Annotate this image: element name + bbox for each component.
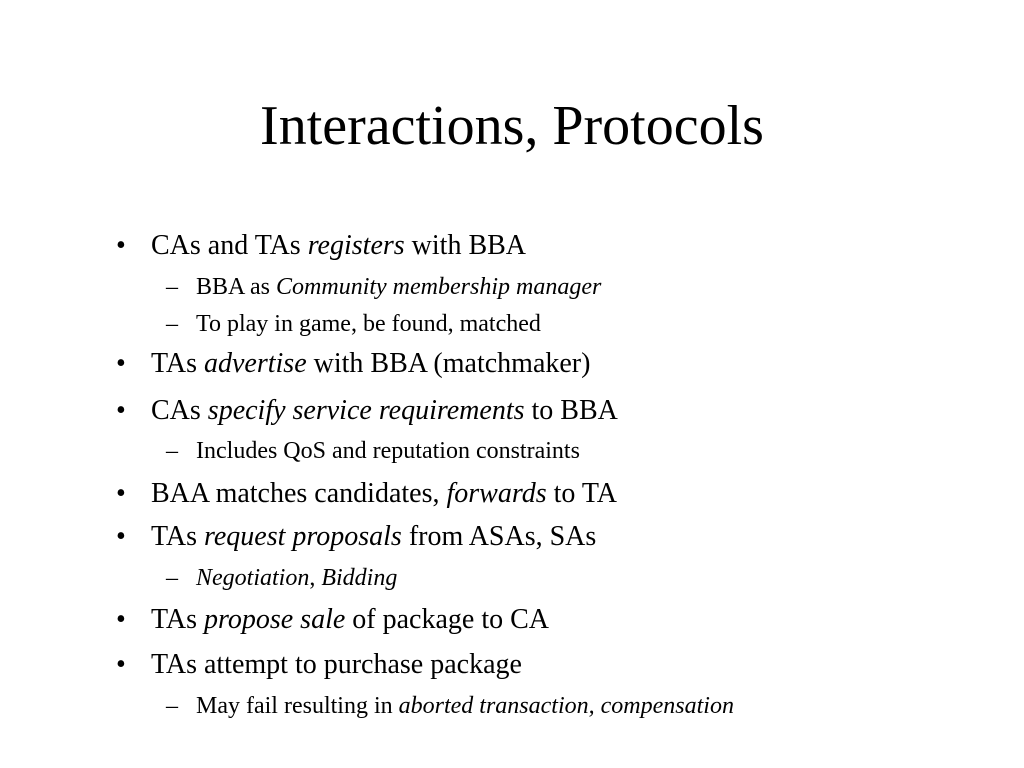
bullet-item xyxy=(116,232,526,260)
bullet-marker: • xyxy=(116,395,126,426)
bullet-text: CAs xyxy=(151,395,208,426)
bullet-text: with BBA (matchmaker) xyxy=(306,348,591,379)
sub-bullet-item xyxy=(166,275,601,299)
bullet-text: to TA xyxy=(546,478,617,509)
emphasis-text: Negotiation xyxy=(196,565,310,591)
bullet-text: , xyxy=(309,565,322,591)
bullet-marker: • xyxy=(116,649,126,680)
emphasis-text: aborted transaction, compensation xyxy=(398,693,734,719)
bullet-text: with BBA xyxy=(404,230,527,261)
bullet-marker: • xyxy=(116,521,126,552)
bullet-text: TAs xyxy=(151,604,204,635)
bullet-text: BBA as xyxy=(196,274,277,300)
emphasis-text: registers xyxy=(307,230,405,261)
bullet-text: from ASAs, SAs xyxy=(401,521,597,552)
sub-bullet-item xyxy=(166,312,541,336)
emphasis-text: Community membership manager xyxy=(276,274,602,300)
sub-bullet-item xyxy=(166,694,734,718)
emphasis-text: Bidding xyxy=(321,565,398,591)
bullet-text: TAs attempt to purchase package xyxy=(151,649,522,680)
bullet-item xyxy=(116,606,549,634)
sub-bullet-item xyxy=(166,439,580,463)
bullet-item xyxy=(116,397,618,425)
bullet-text: BAA matches candidates, xyxy=(151,478,447,509)
bullet-marker: • xyxy=(116,348,126,379)
bullet-text: TAs xyxy=(151,521,204,552)
bullet-item xyxy=(116,523,596,551)
sub-bullet-item xyxy=(166,566,397,590)
dash-marker: – xyxy=(166,565,178,591)
dash-marker: – xyxy=(166,438,178,464)
emphasis-text: propose sale xyxy=(203,604,346,635)
bullet-text: May fail resulting in xyxy=(196,693,399,719)
emphasis-text: specify service requirements xyxy=(207,395,525,426)
emphasis-text: request proposals xyxy=(203,521,402,552)
dash-marker: – xyxy=(166,274,178,300)
bullet-marker: • xyxy=(116,230,126,261)
bullet-item xyxy=(116,350,590,378)
bullet-marker: • xyxy=(116,604,126,635)
bullet-text: to BBA xyxy=(524,395,618,426)
emphasis-text: forwards xyxy=(446,478,547,509)
bullet-text: Includes QoS and reputation constraints xyxy=(196,438,580,464)
emphasis-text: advertise xyxy=(203,348,307,379)
dash-marker: – xyxy=(166,693,178,719)
bullet-item xyxy=(116,480,617,508)
dash-marker: – xyxy=(166,311,178,337)
bullet-text: TAs xyxy=(151,348,204,379)
bullet-text: CAs and TAs xyxy=(151,230,308,261)
bullet-text: of package to CA xyxy=(345,604,549,635)
bullet-text: To play in game, be found, matched xyxy=(196,311,541,337)
slide-title: Interactions, Protocols xyxy=(260,95,764,157)
bullet-marker: • xyxy=(116,478,126,509)
bullet-item xyxy=(116,651,522,679)
